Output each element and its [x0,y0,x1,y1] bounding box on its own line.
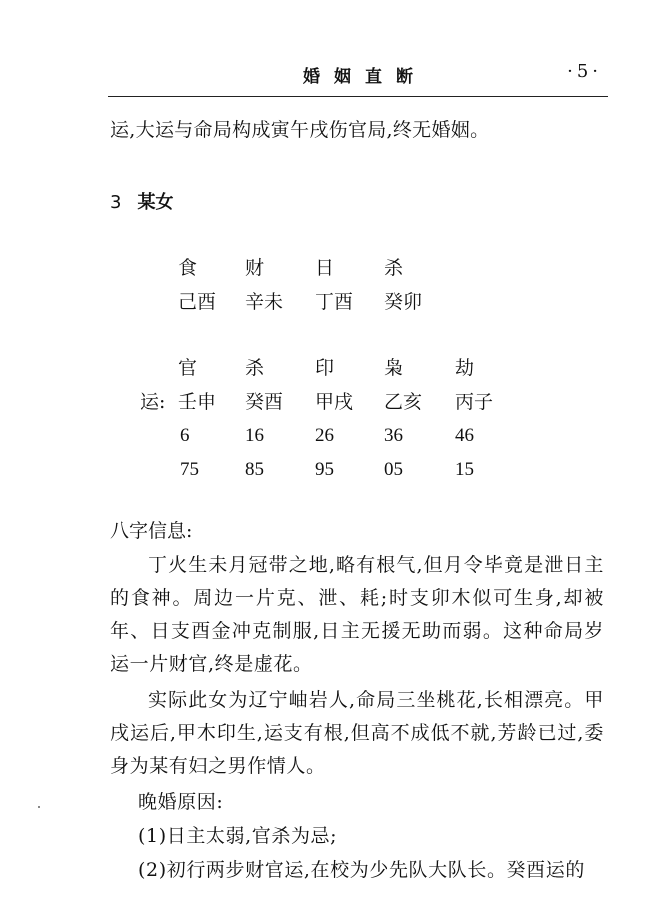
luck-god: 印 [315,357,335,379]
scan-speck [38,806,40,808]
chart-god: 财 [245,257,265,279]
luck-pillar: 丙子 [455,391,494,413]
chart-god: 日 [315,257,335,279]
luck-age: 26 [315,425,334,446]
luck-age: 46 [455,425,474,446]
section-heading [110,188,173,214]
paragraph-reason-2: (2)初行两步财官运,在校为少先队大队长。癸酉运的 [138,859,585,881]
luck-god: 杀 [245,357,265,379]
luck-god: 枭 [384,357,404,379]
luck-god: 劫 [455,357,475,379]
luck-prefix: 运: [140,391,166,413]
chart-pillar: 辛未 [245,291,284,313]
luck-age: 36 [384,425,403,446]
section-number: 3 [110,192,122,213]
running-header [108,58,608,94]
luck-pillar: 乙亥 [384,391,423,413]
chart-pillar: 丁酉 [315,291,354,313]
paragraph-reason-1: (1)日主太弱,官杀为忌; [138,825,338,847]
chart-god: 杀 [384,257,404,279]
continued-text: 运,大运与命局构成寅午戌伤官局,终无婚姻。 [110,119,490,141]
luck-god: 官 [178,357,198,379]
luck-pillar: 癸酉 [245,391,284,413]
paragraph-facts: 实际此女为辽宁岫岩人,命局三坐桃花,长相漂亮。甲戌运后,甲木印生,运支有根,但高不成低不就,芳龄已过,委身为某有妇之男作情人。 [110,689,604,777]
paragraph-reasons-label: 晚婚原因: [138,791,224,813]
luck-year: 95 [315,459,334,480]
luck-pillar: 壬申 [178,391,217,413]
luck-year: 75 [180,459,199,480]
header-rule [108,96,608,97]
info-label: 八字信息: [110,520,193,542]
chart-pillar: 己酉 [178,291,217,313]
luck-age: 16 [245,425,264,446]
luck-pillar: 甲戌 [315,391,354,413]
luck-year: 15 [455,459,474,480]
page-number: ·5· [567,61,602,82]
paragraph-analysis: 丁火生未月冠带之地,略有根气,但月令毕竟是泄日主的食神。周边一片克、泄、耗;时支卯木似可生身,却被年、日支酉金冲克制服,日主无援无助而弱。这种命局岁运一片财官,终是虚花。 [110,554,604,675]
chart-pillar: 癸卯 [384,291,423,313]
chart-god: 食 [178,257,198,279]
luck-age: 6 [180,425,190,446]
header-title: 婚姻直断 [303,67,427,87]
section-title: 某女 [137,192,174,213]
luck-year: 85 [245,459,264,480]
luck-year: 05 [384,459,403,480]
